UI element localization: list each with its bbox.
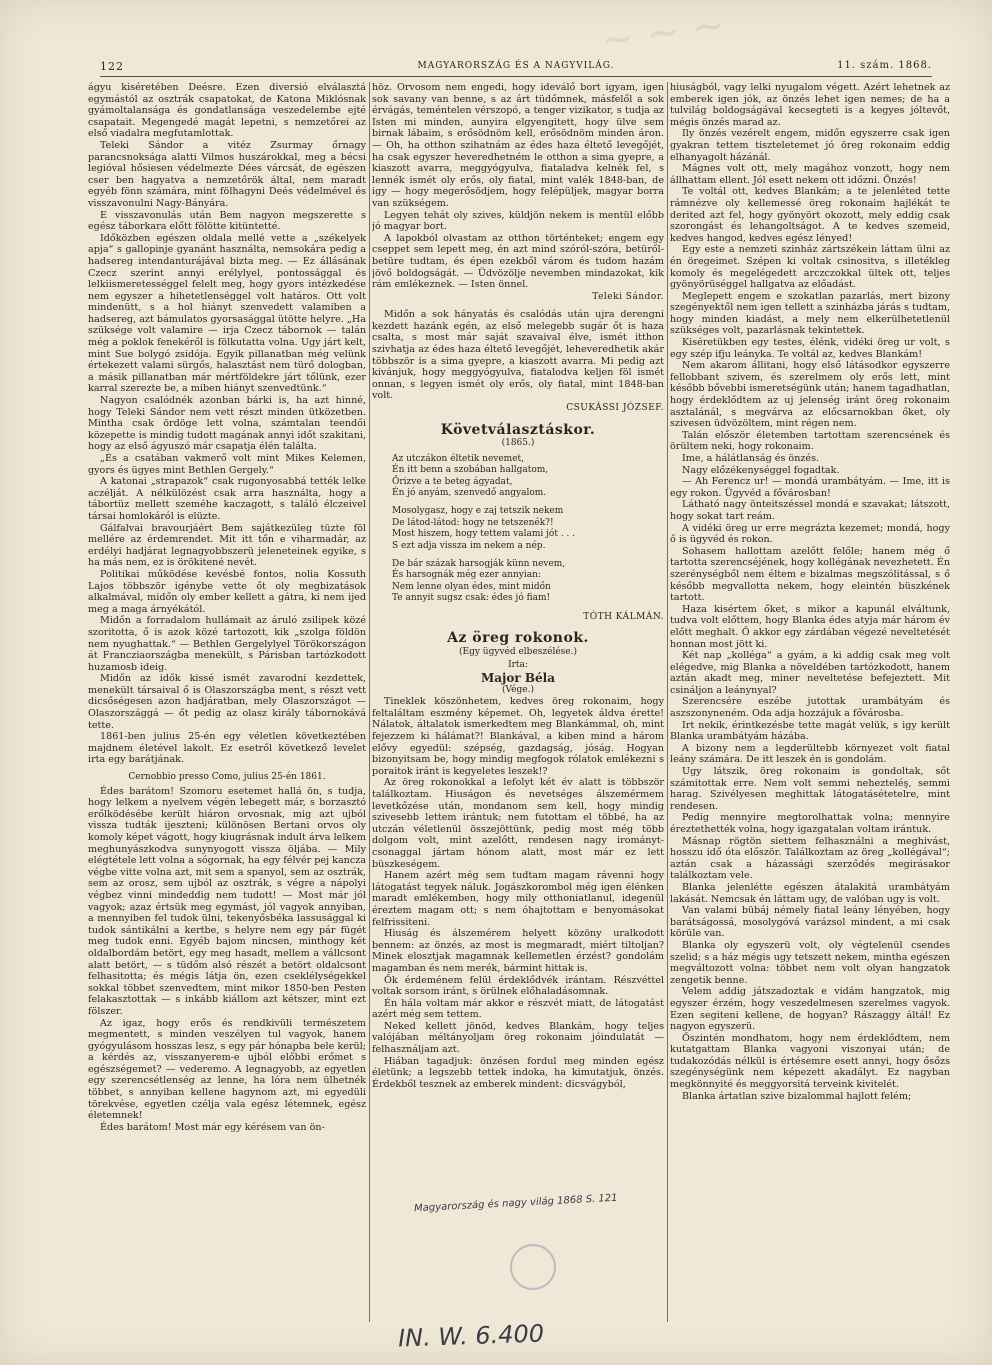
paragraph: A katonai „strapazok“ csak rugonyosabbá tették lelke aczélját. A nélkülözést csak arra használta, hogy a tábortüz mellett szeméhe kaczagott, s találó élczeivel társai homlokáról is elüzte. [88, 476, 366, 522]
paragraph: Van valami bübáj némely fiatal leány lényében, hogy barátságossá, mosolygóvá varázsol mindent, a mi csak körüle van. [670, 905, 950, 940]
issue-number: 11. szám. 1868. [837, 60, 932, 71]
poem-stanza [392, 506, 664, 552]
article-title: Követválasztáskor. [440, 421, 596, 438]
paragraph: Nagyon csalódnék azonban bárki is, ha azt hinné, hogy Teleki Sándor nem vett részt minden ütközetben. Mintha csak ördöge lett volna, számtalan teendői közepette is mindig tudott magának annyi időt szakitani, hogy az első ágyuszó már csapatja élén találta. [88, 395, 366, 453]
subtitle: (Vége.) [502, 684, 534, 695]
article-title: Az öreg rokonok. [447, 630, 589, 647]
paragraph: Blanka ártatlan szive bizalommal hajlott felém; [682, 1090, 912, 1102]
handwritten-shelfmark: IN. W. 6.400 [397, 1319, 545, 1353]
signature: Teleki Sándor. [592, 291, 664, 302]
author-name: Major Béla [480, 671, 555, 686]
paragraph: Hiuság és álszemérem helyett közöny uralkodott bennem: az önzés, az most is megmaradt, miért tiltoljan? Minek elosztjak magamnak kellemetlen érzést? gondolám magamban és nem merék, bármint hittak is. [372, 928, 664, 974]
signature: TÓTH KÁLMÁN. [583, 611, 664, 622]
poem-line: És harsognák még ezer annyian: [392, 570, 541, 581]
subtitle: (1865.) [501, 438, 535, 449]
paragraph: 1861-ben julius 25-én egy véletlen következtében majdnem életével lakolt. Ez esetről következő levelet irta egy barátjának. [88, 731, 366, 766]
page-header [100, 56, 932, 77]
paragraph: Időközben egészen oldala mellé vette a „székelyek apja“ s gallopinje gyanánt használta, nemsokára pedig a hadsereg intendanturájával bizta meg. — Ez állásának Czecz szerint annyi erélylyel, pontossággal és lelkiismeretességgel felelt meg, hogy gyors intézkedése nem egyszer a hihetetlenséggel volt határos. Ott volt mindenütt, s a hol hiányt szenvedett valamiben a hadsereg, azt bámulatos gyorsasággal ütötte helyre. „Ha szüksége volt valamire — irja Czecz tábornok — talán még a poklok fenekéről is fölkutatta volna. Ugy járt kelt, mint Sue bolygó zsidója. Egyik pillanatban még velünk értekezett valami sürgős, halasztást nem türő dologban, a másik pillanatban már mértföldekre járt tőlünk, ezer karral szerezte be, a miben hiányt szenvedtünk.“ [88, 232, 366, 395]
poem-line: Te annyit sugsz csak: édes jó fiam! [392, 593, 551, 604]
paragraph: Gálfalvai bravourjáért Bem sajátkezüleg tüzte föl mellére az érdemrendet. Mit itt tőn e viharmadár, az erdélyi hadjárat legnagyobbszerü jeleneteinek egyike, s ha más nem, ez is örökitené nevét. [88, 522, 366, 569]
paragraph: Pedig mennyire megtorolhattak volna; mennyire éreztethették volna, hogy igazgatalan voltam irántuk. [670, 812, 950, 835]
poem [392, 454, 664, 605]
paragraph: Midőn az idők kissé ismét zavarodni kezdettek, menekült társaival ő is Olaszországba ment, s részt vett dicsőségesen azon hadjáratban, mely Olaszországot — Olaszországgá — őt pedig az olasz király tábornokává tette. [88, 673, 366, 731]
paragraph: Te voltál ott, kedves Blankám; a te jelenléted tette rámnézve oly kellemessé öreg rokonaim hajlékát te derited azt fel, hogy gyönyört okozott, mely eddig csak szorongást és lehangoltságot. A te kedves szemeid, kedves hangod, kedves egész lényed! [670, 186, 950, 244]
paragraph: Legyen tehát oly szives, küldjön nekem is mentül előbb jó magyar bort. [372, 209, 664, 233]
poem-line: Nem lenne olyan édes, mint midőn [392, 581, 551, 592]
paragraph: Velem addig játszadoztak e vidám hangzatok, mig egyszer érzém, hogy veszedelmesen szerelmes vagyok. Ezen segiteni kellene, de hogyan? Rászaggy áltál! Ez nagyon egyszerü. [670, 986, 950, 1033]
masthead: MAGYARORSZÁG ÉS A NAGYVILÁG. [417, 61, 615, 71]
paragraph: Tineklek köszönhetem, kedves öreg rokonaim, hogy feltaláltam eszmény képemet. Oh, legyetek áldva érette! Nálatok, általatok ismerkedtem meg Blankámmal, oh, mint fejezzem ki hálámat?! Blankával, a kiben mind a három elővy egyedül: szépség, gazdagság, jóság. Hogyan bizonyitsam be, hogy mindig megfogok rólatok emlékezni s poraitok iránt is kegyeletes leszek!? [372, 696, 664, 777]
poem-line: S ezt adja vissza im nekem a nép. [392, 540, 546, 551]
paragraph: Édes barátom! Most már egy kérésem van ön- [100, 1121, 325, 1133]
poem-stanza [392, 559, 664, 605]
paragraph: Szerencsére eszébe jutottak urambátyám és aszszonyneném. Oda adja hozzájuk a fővárosba. [670, 696, 950, 720]
bleed-through-ink: ~ ~ ~ [597, 1, 729, 65]
paragraph: Midőn a forradalom hullámait az áruló zsilipek közé szoritotta, ő is azok közé tartozott, kik „szolga földön nem nyughattak.“ — Bethlen Gergelylyel Törökországon át Francziaországba menekült, s Párisban tartózkodott huzamosb ideig. [88, 615, 366, 673]
paragraph: Talán először életemben tartottam szerencsének és örültem neki, hogy rokonaim. [670, 429, 950, 453]
paragraph: Másnap rögtön siettem felhasználni a meghivást, hosszu idő óta először. Találkoztam az öreg „kollégával“; aztán csak a házassági szerződés megirásakor találkoztam vele. [670, 835, 950, 882]
column-rule [667, 82, 668, 1322]
paragraph: Nem akarom állitani, hogy első látásodkor egyszerre fellobbant szivem, és szerelmem oly erős lett, mint később bővebbi ismeretségünk után; hanem tagadhatlan, hogy érdeklődtem az uj jelenség iránt öreg rokonaim asztalánál, s megvárva az előcsarnokban őket, oly szivesen üdvözöltem, mint régen nem. [670, 360, 950, 430]
paragraph: A vidéki öreg ur erre megrázta kezemet; mondá, hogy ő is ügyvéd és rokon. [670, 522, 950, 546]
paragraph: E visszavonulás után Bem nagyon megszerette s egész táborkara előtt fölötte kitüntetté. [88, 209, 366, 233]
paragraph: Midőn a sok hányatás és csalódás után ujra derengni kezdett hazánk egén, az első melegebb sugár őt is haza csalta, s most már saját szavaival élve, ismét itthon szivhatja az édes haza éltető levegőjét, leheveredhetik akár többször is a sima gyepre, a kiaszott avarra. Mi pedig azt kivánjuk, hogy meggyógyulva, fiatalodva keljen föl ismét onnan, s legyen ismét oly erős, oly fiatal, mint 1848-ban volt. [372, 309, 664, 402]
dateline: Cernobbio presso Como, julius 25-én 1861. [128, 772, 326, 783]
paragraph: Neked kellett jönöd, kedves Blankám, hogy teljes valójában méltányoljam öreg rokonaim jóindulatát — felhasználjam azt. [372, 1020, 664, 1056]
paragraph: Két nap „kolléga“ a gyám, a ki addig csak meg volt elégedve, mig Blanka a növeldében tartózkodott, hanem aztán akadt meg, miner neveltetése befejeztett. Mit csináljon a leánynyal? [670, 650, 950, 696]
library-stamp [510, 1244, 556, 1290]
paragraph: Édes barátom! Szomoru esetemet hallá ön, s tudja, hogy lelkem a nyelvem végén lebegett már, s borzasztó erőlködésébe került hiáron orvosnak, mig azt ujból vissza tudták ijeszteni; különösen Bertani orvos oly komoly képet vágott, hogy kiugrásnak indult árva lelkem meghunyászkodva sunynyogott vissza öljába. — Mily elégtétele lett volna a sógornak, ha egy félvér pej kancza végbe vitte volna azt, mit sem a spanyol, sem az osztrák, sem az orosz, sem ujból az osztrák, s végre a nápolyi végbez vinni mindeddig nem tudott! — Most már jól vagyok; azaz értsük meg egymást, jól vagyok annyiban, a mennyiben fel tudok ülni, tekenyősbéka lassusággal ki tudok sántikálni a kertbe, s helyre nem egy pár fügét meg tudok enni. Egyéb bajom nincsen, minthogy két oldalbordám betört, egy meg hasadt, mellem a vállcsont alatt betört, — s tüdőm alsó részét a betört oldalcsont felhasitotta; és mégis látja ön, ezen cseklélységekkel sokkal többet szenvedtem, mint mikor 1850-ben Pesten felakasztottak — s inkább kiállom azt kétszer, mint ezt fölszer. [88, 785, 366, 1017]
paragraph: A bizony nem a legderültebb környezet volt fiatal leány számára. De itt leszek én is gondolám. [670, 742, 950, 766]
paragraph: ágyu kiséretében Deésre. Ezen diversió elválasztá egymástól az osztrák csapatokat, de Katona Miklósnak gyámoltalansága és gondatlansága veszedelembe ejté csapatait. Megengedé magát lepetni, s nemzetőrei az első viadalra megfutamlottak. [88, 82, 366, 140]
paragraph: Ők érdeménem felül érdeklődvék irántam. Részvéttel voltak sorsom iránt, s örülnek előhaladásomnak. [372, 974, 664, 998]
paragraph: Az igaz, hogy erős és rendkivüli természetem megmentett, s minden veszélyen tul vagyok, hanem gyógyulásom hosszas lesz, s egy pár hónapba bele kerül; a kérdés az, visszanyerem-e ujból előbbi erőmet s egészségemet? — vederemo. A legnagyobb, az egyetlen egy szerencsétlenség az lenne, ha lóra nem ülhetnék többet, s annyiban kellene hagynom azt, mi egyedüli törekvése, egyetlen czélja vala egész létemnek, egész életemnek! [88, 1017, 366, 1122]
subtitle: (Egy ügyvéd elbeszélése.) [459, 646, 577, 657]
paragraph: Ily önzés vezérelt engem, midőn egyszerre csak igen gyakran tettem tiszteletemet jó öreg rokonaim eddig elhanyagolt házánál. [670, 128, 950, 163]
paragraph: Blanka jelenlétte egészen átalakitá urambátyám lakását. Nemcsak én láttam ugy, de valóban ugy is volt. [670, 881, 950, 905]
paragraph: Én hála voltam már akkor e részvét miatt, de látogatást azért még sem tettem. [372, 997, 664, 1021]
poem-stanza [392, 454, 664, 500]
poem-line: Őrizve a te beteg ágyadat, [392, 476, 513, 487]
handwritten-margin-note: Magyarország és nagy világ 1868 S. 121 [413, 1192, 618, 1215]
paragraph: Hanem azért még sem tudtam magam rávenni hogy látogatást tegyek náluk. Jogászkorombol még igen élénken maradt emlékemben, hogy mily otthoniatlanul, idegenül éreztem magam ott; s nem óhajtottam e benyomásokat felfrissiteni. [372, 870, 664, 928]
column-1 [88, 82, 366, 1322]
paragraph: Blanka oly egyszerü volt, oly végtelenül csendes szelid; s a ház mégis ugy tetszett nekem, mintha egészen megváltozott volna: többet nem volt olyan hangzatok zengetik benne. [670, 939, 950, 986]
paragraph: Meglepett engem e szokatlan pazarlás, mert bizony szegényektől nem igen tellett a szinházba járás s tudtam, hogy minden kiadást, a mely nem elkerülhetetlenül szükséges volt, pazarlásnak tekintettek. [670, 290, 950, 337]
column-rule [369, 82, 370, 1322]
paragraph: Hiában tagadjuk: önzésen fordul meg minden egész életünk; a legszebb tettek indoka, ha kimutatjuk, önzés. Érdekből tesznek az emberek mindent: dicsvágyból, [372, 1055, 664, 1090]
paragraph: A lapokból olvastam az otthon történteket; engem egy cseppet sem lepett meg, én azt mind szóról-szóra, betüről-betüre tudtam, és épen ezekből várom és tudom hazám jövő boldogságát. — Üdvözölje nevemben mindazokat, kik rám emlékeznek. — Isten önnel. [372, 232, 664, 291]
paragraph: hiuságból, vagy lelki nyugalom végett. Azért lehetnek az emberek igen jók, az önzés lehet igen nemes; de ha a tulvilág boldogságával kecsegteti is a kegyes jóltevőt, mégis önzés marad az. [670, 82, 950, 128]
poem-line: Most hiszem, hogy tettem valami jót . . . [392, 529, 576, 540]
paragraph: Látható nagy önteitszéssel mondá e szavakat; látszott, hogy sokat tart reám. [670, 499, 950, 522]
paragraph: Nagy előzékenységgel fogadtak. [682, 464, 840, 476]
paragraph: Teleki Sándor a vitéz Zsurmay őrnagy parancsnoksága alatti Vilmos huszárokkal, meg a bécsi legióval hősiesen védelmezte Dées várcsát, de egészen cser ben hagyatva a nemzetőrök által, nem maradt egyéb fönn számára, mint fölhagyni Deés védelmével és visszavonulni Nagy-Bányára. [88, 139, 366, 209]
poem-line: Én itt benn a szobában hallgatom, [392, 465, 549, 476]
poem-line: Én jó anyám, szenvedő angyalom. [392, 488, 547, 499]
byline-label: Irta: [508, 660, 528, 671]
poem-line: Az utczákon éltetik nevemet, [392, 453, 525, 464]
paragraph: Sohasem hallottam azelőtt felőle; hanem még ő tartotta szerencséjének, hogy kollégának nevezhetett. Én szerénységből nem éltem e bizalmas megszólitással, s ő később megvallotta nekem, hogy eleintén büszkének tartott. [670, 545, 950, 604]
poem-line: De látod-látod: hogy ne tetszenék?! [392, 517, 554, 528]
paragraph: Ugy látszik, öreg rokonaim is gondoltak, sőt számitottak erre. Nem volt semmi nehezteléş, semmi harag. Szivélyesen meghittak látogatásétetelre, mint rendesen. [670, 766, 950, 812]
paragraph: „És a csatában vakmerő volt mint Mikes Kelemen, gyors és ügyes mint Bethlen Gergely.“ [88, 453, 366, 476]
paragraph: Őszintén mondhatom, hogy nem érdeklődtem, nem kutatgattam Blanka vagyoni viszonyai után; de tudakozódás nélkül is értésemre esett annyi, hogy ősőzs szegénységünk nem képezett akadályt. Ez nagyban megkönnyité és meggyorsitá terveink kivitelét. [670, 1032, 950, 1091]
paragraph: Haza kisértem őket, s mikor a kapunál elváltunk, tudva volt előttem, hogy Blanka édes atyja már három év előtt meghalt. Ő akkor egy zárdában végezé neveltetését honnan most jött ki. [670, 603, 950, 650]
column-2 [372, 82, 664, 1322]
column-3 [670, 82, 950, 1322]
page-number: 122 [100, 60, 124, 73]
paragraph: höz. Orvosom nem engedi, hogy ideválő bort igyam, igen sok savany van benne, s az árt tüdőmnek, másfelől a sok érvágás, teméntelen vérszopó, a tenger vizikator, s tudja az Isten mi minden, aunyira elgyengitett, hogy ülve sem birnak lábaim, s erősödnöm kell, erősödnöm minden áron. — Oh, ha otthon szihatnám az édes haza éltető levegőjét, ha csak egyszer heveredhetném le otthon a sima gyepre, a kiaszott avarra, meggyógyulva, fiataladva kelnék fel, s lennék ismét oly erős, oly fiatal, mint valék 1848-ban, de igy — hogy megerősödjem, hogy felépüljek, magyar borra van szükségem. [372, 82, 664, 209]
paragraph: Az öreg rokonokkal a lefolyt két év alatt is többször találkoztam. Hiuságon és nevetséges álszemérmem levetkőzése után, mondanom sem kell, hogy mindig szivesebb lettem irántuk; nem futottam el többé, ha az utczán véletlenül összejöttünk, pedig most még több dolgom volt, mint azelőtt, rendesen nagy irományt-csonaggal jártam hónom alatt, most már ez lett büszkeségem. [372, 777, 664, 870]
paragraph: Egy este a nemzeti szinház zártszékein láttam ülni az én öregeimet. Szépen ki voltak csinositva, s illetékleg komoly és megelégedett arczczokkal ültek ott, teljes gyönyörüséggel hallgatva az előadást. [670, 244, 950, 291]
signature: CSUKÁSSI JÓZSEF. [566, 403, 664, 414]
poem-line: Mosolygasz, hogy e zaj tetszik nekem [392, 506, 564, 517]
paragraph: Mágnes volt ott, mely magához vonzott, hogy nem állhattam ellent. Jól esett nekem ott időzni. Önzés! [670, 163, 950, 186]
paragraph: Ime, a hálátlanság és önzés. [682, 453, 820, 464]
poem-line: De bár százak harsogják künn nevem, [392, 559, 566, 570]
paragraph: — Ah Ferencz ur! — mondá urambátyám. — Ime, itt is egy rokon. Ügyvéd a fővárosban! [670, 476, 950, 499]
paragraph: Irt nekik, érintkezésbe tette magát velük, s igy került Blanka urambátyám házába. [670, 719, 950, 743]
paragraph: Politikai működése kevésbé fontos, nolia Kossuth Lajos többször igénybe vette őt oly megbizatások alkalmával, midőn oly ember kellett a gátra, ki nem ijed meg a maga árnyékától. [88, 568, 366, 615]
paragraph: Kiséretükben egy testes, élénk, vidéki öreg ur volt, s egy szép ifju leányka. Te voltál az, kedves Blankám! [670, 337, 950, 360]
